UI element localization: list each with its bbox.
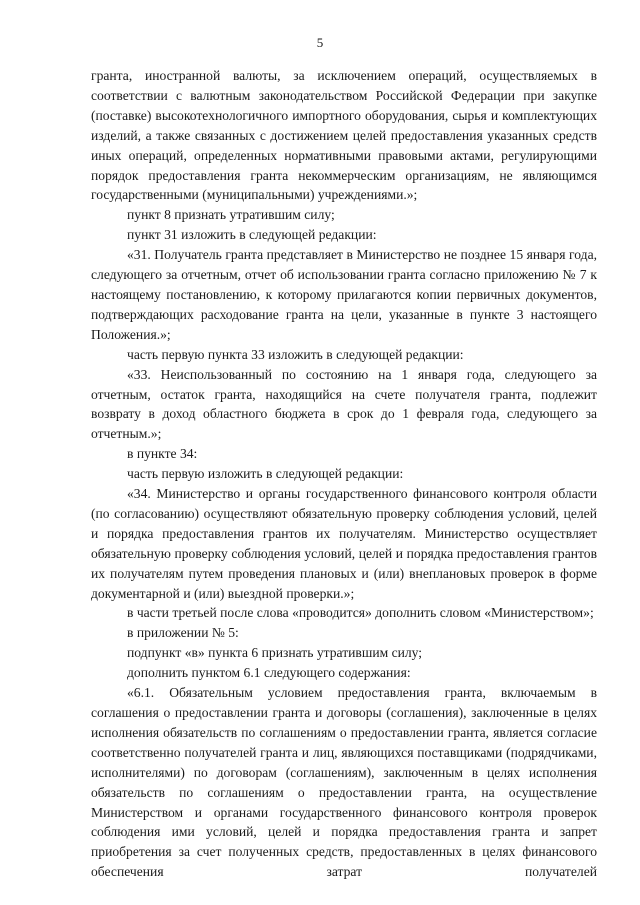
- paragraph: «6.1. Обязательным условием предоставления гранта, включаемым в соглашения о предоставлении гранта и договоры (соглашения), заключенные в целях исполнения обязательств по соглашениям о предоставлении гранта, является согласие соответственно получателей гранта и лиц, являющихся поставщиками (подрядчиками, исполнителями) по договорам (соглашениям), заключенным в целях исполнения обязательств по соглашениям о предоставлении гранта, на осуществление Министерством и органами государственного финансового контроля проверок соблюдения ими условий, целей и порядка предоставления гранта и запрет приобретения за счет полученных средств, предоставленных в целях финансового обеспечения затрат получателей: [91, 685, 597, 880]
- paragraph: «34. Министерство и органы государственного финансового контроля области (по согласованию) осуществляют обязательную проверку соблюдения условий, целей и порядка предоставления грантов их получателям. Министерство осуществляет обязательную проверку соблюдения условий, целей и порядка предоставления грантов их получателям путем проведения плановых и (или) внеплановых проверок в форме документарной и (или) выездной проверки.»;: [91, 486, 597, 601]
- paragraph: в приложении № 5:: [127, 625, 239, 641]
- paragraph: часть первую изложить в следующей редакции:: [127, 466, 404, 482]
- paragraph: в части третьей после слова «проводится» дополнить словом «Министерством»;: [127, 605, 594, 621]
- paragraph: дополнить пунктом 6.1 следующего содержания:: [127, 665, 411, 681]
- paragraph: «31. Получатель гранта представляет в Министерство не позднее 15 января года, следующего за отчетным, отчет об использовании гранта согласно приложению № 7 к настоящему постановлению, к которому прилагаются копии первичных документов, подтверждающих расходование гранта на цели, указанные в пункте 3 настоящего Положения.»;: [91, 247, 597, 342]
- page-number: 5: [316, 35, 324, 50]
- document-body: [91, 66, 597, 882]
- paragraph: в пункте 34:: [127, 446, 198, 462]
- paragraph: пункт 31 изложить в следующей редакции:: [127, 227, 377, 243]
- paragraph: гранта, иностранной валюты, за исключением операций, осуществляемых в соответствии с валютным законодательством Российской Федерации при закупке (поставке) высокотехнологичного импортного оборудования, сырья и комплектующих изделий, а также связанных с достижением целей предоставления указанных средств иных операций, определенных нормативными правовыми актами, регулирующими порядок предоставления гранта некоммерческим организациям, не являющимся государственными (муниципальными) учреждениями.»;: [91, 68, 597, 203]
- paragraph: подпункт «в» пункта 6 признать утратившим силу;: [127, 645, 423, 661]
- paragraph: «33. Неиспользованный по состоянию на 1 января года, следующего за отчетным, остаток гранта, находящийся на счете получателя гранта, подлежит возврату в доход областного бюджета в срок до 1 февраля года, следующего за отчетным.»;: [91, 366, 597, 442]
- paragraph: часть первую пункта 33 изложить в следующей редакции:: [127, 346, 464, 362]
- paragraph: пункт 8 признать утратившим силу;: [127, 207, 335, 223]
